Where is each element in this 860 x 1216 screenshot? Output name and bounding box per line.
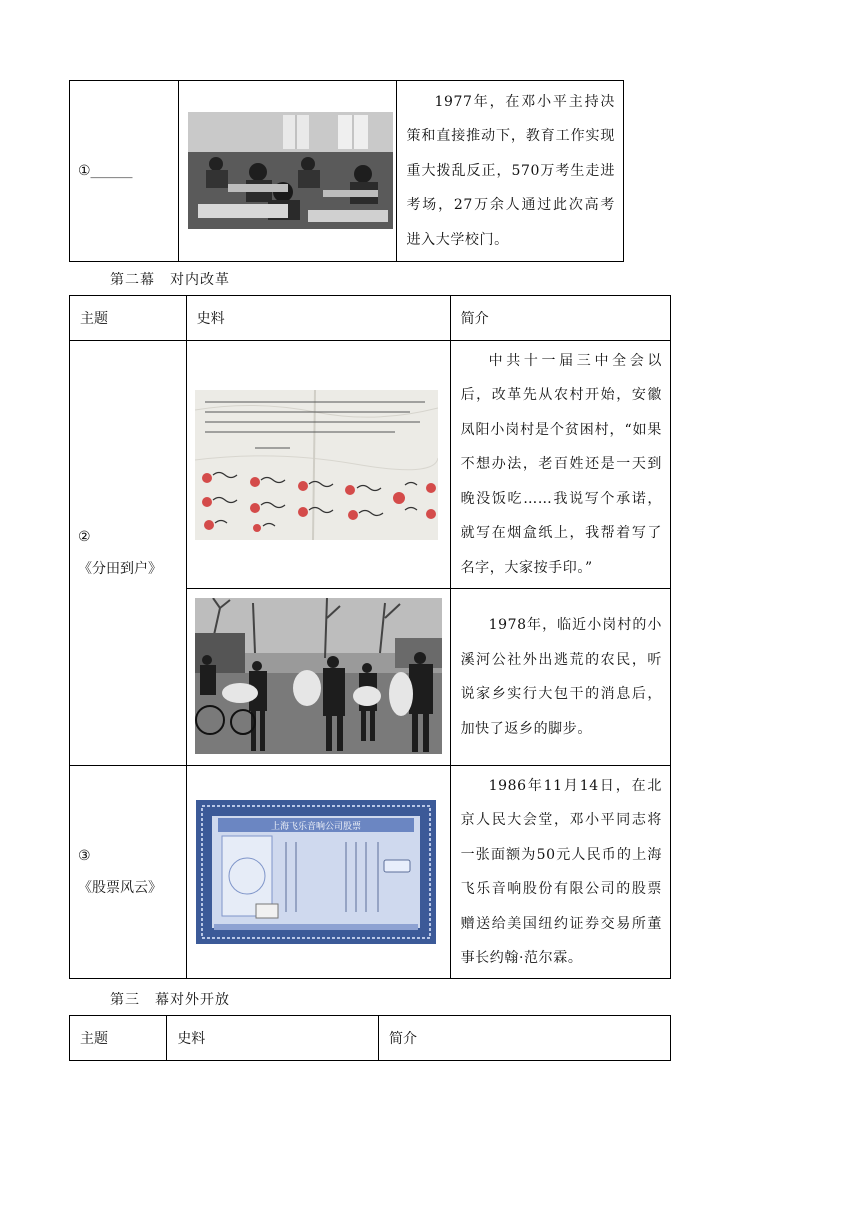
stock-title: 上海飞乐音响公司股票 bbox=[270, 822, 361, 832]
contract-paper-photo bbox=[195, 390, 438, 540]
exam-hall-photo bbox=[188, 112, 393, 229]
section-heading-2: 第二幕 对内改革 bbox=[110, 272, 230, 288]
header-topic: 主题 bbox=[70, 296, 187, 341]
description-text: 中共十一届三中全会以后，改革先从农村开始，安徽凤阳小岗村是个贫困村，“如果不想办法，老百姓还是一天到晚没饭吃……我说写个承诺，就写在烟盒纸上，我帮着写了名字，大家按手印。” bbox=[460, 352, 662, 576]
table-opening-up bbox=[69, 1015, 671, 1061]
description-cell-villagers bbox=[450, 589, 670, 766]
description-text: 1977年，在邓小平主持决策和直接推动下，教育工作实现重大拨乱反正，570万考生走进考场，27万余人通过此次高考进入大学校门。 bbox=[406, 93, 615, 248]
description-cell-contract bbox=[450, 341, 670, 589]
table-exam bbox=[69, 80, 624, 262]
topic-title: 《分田到户》 bbox=[78, 561, 162, 577]
description-cell-stock bbox=[450, 766, 670, 979]
topic-number: ③ bbox=[78, 848, 91, 864]
table-domestic-reform bbox=[69, 295, 671, 979]
header-material: 史料 bbox=[167, 1016, 379, 1061]
header-intro: 简介 bbox=[379, 1016, 671, 1061]
stock-certificate-image bbox=[196, 800, 436, 944]
topic-cell-3 bbox=[70, 766, 187, 979]
image-cell bbox=[178, 81, 396, 262]
topic-number: ② bbox=[78, 529, 91, 545]
image-cell-contract bbox=[186, 341, 450, 589]
returning-villagers-photo bbox=[195, 598, 442, 754]
header-topic: 主题 bbox=[70, 1016, 167, 1061]
topic-blank: ①______ bbox=[78, 163, 133, 179]
image-cell-villagers bbox=[186, 589, 450, 766]
header-intro: 简介 bbox=[450, 296, 670, 341]
description-text: 1986年11月14日，在北京人民大会堂，邓小平同志将一张面额为50元人民币的上海飞乐音响股份有限公司的股票赠送给美国纽约证券交易所董事长约翰·范尔霖。 bbox=[460, 777, 662, 966]
topic-cell-2 bbox=[70, 341, 187, 766]
topic-title: 《股票风云》 bbox=[78, 880, 162, 896]
header-material: 史料 bbox=[186, 296, 450, 341]
topic-cell bbox=[70, 81, 179, 262]
description-text: 1978年，临近小岗村的小溪河公社外出逃荒的农民，听说家乡实行大包干的消息后，加快了返乡的脚步。 bbox=[460, 617, 662, 737]
description-cell bbox=[396, 81, 623, 262]
image-cell-stock bbox=[186, 766, 450, 979]
section-heading-3: 第三 幕对外开放 bbox=[110, 992, 230, 1008]
